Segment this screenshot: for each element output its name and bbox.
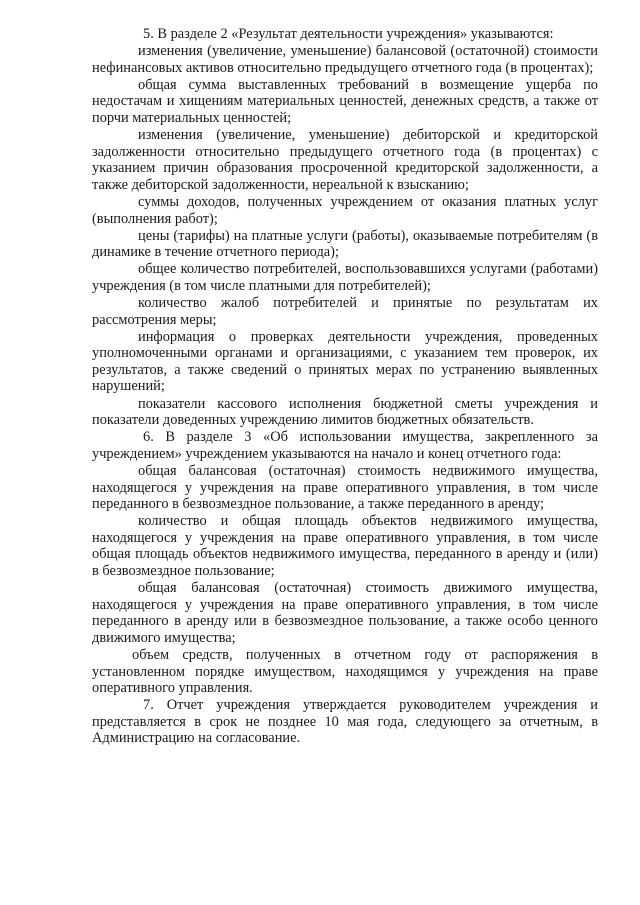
section-6-heading: 6. В разделе 3 «Об использовании имущества, закрепленного за учреждением» учреждением указываются на начало и конец отчетного года: <box>92 429 598 462</box>
paragraph: изменения (увеличение, уменьшение) балансовой (остаточной) стоимости нефинансовых активов относительно предыдущего отчетного года (в процентах); <box>92 43 598 76</box>
section-7-heading: 7. Отчет учреждения утверждается руководителем учреждения и представляется в срок не позднее 10 мая года, следующего за отчетным, в Администрацию на согласование. <box>92 697 598 747</box>
paragraph: показатели кассового исполнения бюджетной сметы учреждения и показатели доведенных учреждению лимитов бюджетных обязательств. <box>92 395 598 429</box>
paragraph: общее количество потребителей, воспользовавшихся услугами (работами) учреждения (в том числе платными для потребителей); <box>92 261 598 294</box>
paragraph: информация о проверках деятельности учреждения, проведенных уполномоченными органами и организациями, с указанием тем проверок, их результатов, а также сведений о принятых мерах по устранению выявленных нарушений; <box>92 328 598 395</box>
paragraph: суммы доходов, полученных учреждением от оказания платных услуг (выполнения работ); <box>92 193 598 227</box>
paragraph: общая сумма выставленных требований в возмещение ущерба по недостачам и хищениям материальных ценностей, денежных средств, а также от порчи материальных ценностей; <box>92 76 598 126</box>
paragraph: общая балансовая (остаточная) стоимость движимого имущества, находящегося у учреждения на праве оперативного управления, в том числе переданного в аренду или в безвозмездное пользование, а также особо ценного движимого имущества; <box>92 580 598 646</box>
paragraph: общая балансовая (остаточная) стоимость недвижимого имущества, находящегося у учреждения на праве оперативного управления, в том числе переданного в безвозмездное пользование, а также переданного в аренду; <box>92 462 598 513</box>
section-5-heading: 5. В разделе 2 «Результат деятельности учреждения» указываются: <box>143 26 554 42</box>
document-page <box>92 26 598 748</box>
paragraph: цены (тарифы) на платные услуги (работы), оказываемые потребителям (в динамике в течение отчетного периода); <box>92 227 598 261</box>
paragraph: объем средств, полученных в отчетном году от распоряжения в установленном порядке имуществом, находящимся у учреждения на праве оперативного управления. <box>92 646 598 697</box>
paragraph: количество жалоб потребителей и принятые по результатам их рассмотрения меры; <box>92 295 598 328</box>
paragraph: изменения (увеличение, уменьшение) дебиторской и кредиторской задолженности относительно предыдущего отчетного года (в процентах) с указанием причин образования просроченной кредиторской задолженности, а также дебиторской задолженности, нереальной к взысканию; <box>92 127 598 193</box>
paragraph: количество и общая площадь объектов недвижимого имущества, находящегося у учреждения на праве оперативного управления, в том числе общая площадь объектов недвижимого имущества, переданного в аренду и (или) в безвозмездное пользование; <box>92 513 598 579</box>
